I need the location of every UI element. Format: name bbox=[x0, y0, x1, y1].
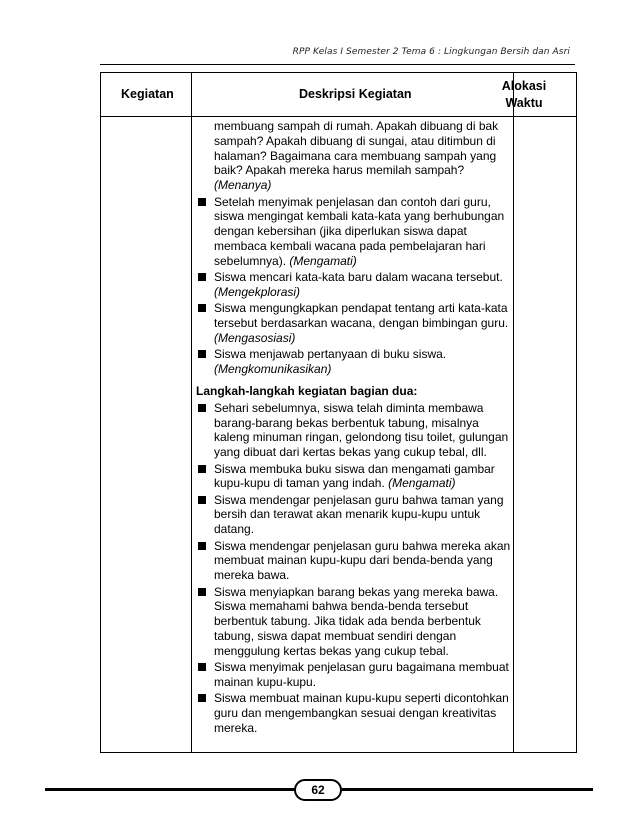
list-item bbox=[196, 691, 512, 735]
list-item bbox=[196, 462, 512, 492]
continuation-paragraph bbox=[196, 119, 512, 193]
part1-list bbox=[196, 195, 512, 377]
list-item-text: Siswa membuat mainan kupu-kupu seperti dicontohkan guru dan mengembangkan sesuai dengan kreativitas mereka. bbox=[214, 691, 509, 736]
square-bullet-icon bbox=[198, 404, 206, 412]
activity-tag: (Mengkomunikasikan) bbox=[214, 362, 332, 377]
column-header-alokasi bbox=[489, 78, 559, 112]
list-item-text: Siswa mendengar penjelasan guru bahwa taman yang bersih dan terawat akan menarik kupu-kupu untuk datang. bbox=[214, 492, 504, 537]
activity-tag: (Mengekplorasi) bbox=[214, 284, 301, 299]
column-divider bbox=[191, 72, 192, 753]
list-item-text: Siswa mengungkapkan pendapat tentang arti kata-kata tersebut berdasarkan wacana, dengan bimbingan guru. bbox=[214, 301, 509, 331]
list-item bbox=[196, 585, 512, 659]
alokasi-line-2: Waktu bbox=[505, 96, 543, 110]
column-header-kegiatan: Kegiatan bbox=[121, 87, 174, 101]
table-header bbox=[100, 72, 577, 117]
page-number: 62 bbox=[311, 783, 325, 797]
description-cell bbox=[196, 119, 512, 737]
activity-tag: (Mengamati) bbox=[289, 253, 357, 268]
list-item-text: Setelah menyimak penjelasan dan contoh dari guru, siswa mengingat kembali kata-kata yang berhubungan dengan kebersihan (jika diperlukan siswa dapat membaca kembali wacana pada pembelajaran hari sebelumnya). bbox=[214, 194, 505, 268]
activity-tag: (Mengasosiasi) bbox=[214, 330, 296, 345]
list-item bbox=[196, 401, 512, 460]
alokasi-line-1: Alokasi bbox=[501, 79, 547, 93]
list-item bbox=[196, 539, 512, 583]
section-title: Langkah-langkah kegiatan bagian dua: bbox=[196, 383, 418, 398]
list-item bbox=[196, 301, 512, 345]
list-item bbox=[196, 347, 512, 377]
activity-tag: (Mengamati) bbox=[388, 476, 456, 491]
part2-list bbox=[196, 401, 512, 736]
list-item bbox=[196, 195, 512, 269]
square-bullet-icon bbox=[198, 694, 206, 702]
column-header-deskripsi: Deskripsi Kegiatan bbox=[299, 87, 412, 101]
list-item-text: Siswa menyimak penjelasan guru bagaimana membuat mainan kupu-kupu. bbox=[214, 660, 509, 690]
page-number-badge bbox=[294, 779, 342, 801]
list-item-text: Siswa mencari kata-kata baru dalam wacana tersebut. bbox=[214, 270, 503, 285]
square-bullet-icon bbox=[198, 663, 206, 671]
square-bullet-icon bbox=[198, 198, 206, 206]
list-item bbox=[196, 660, 512, 690]
footer-rule-right bbox=[342, 788, 593, 791]
square-bullet-icon bbox=[198, 588, 206, 596]
square-bullet-icon bbox=[198, 465, 206, 473]
list-item-text: Siswa membuka buku siswa dan mengamati gambar kupu-kupu di taman yang indah. bbox=[214, 461, 495, 491]
footer-rule-left bbox=[45, 788, 295, 791]
list-item-text: Sehari sebelumnya, siswa telah diminta membawa barang-barang bekas berbentuk tabung, misalnya kaleng minuman ringan, gelondong tisu toilet, gulungan yang dibuat dari kertas bekas yang cukup tebal, dll. bbox=[214, 400, 509, 460]
square-bullet-icon bbox=[198, 273, 206, 281]
list-item bbox=[196, 493, 512, 537]
list-item-text: Siswa mendengar penjelasan guru bahwa mereka akan membuat mainan kupu-kupu dari benda-benda yang mereka bawa. bbox=[214, 538, 511, 583]
paragraph-text: membuang sampah di rumah. Apakah dibuang di bak sampah? Apakah dibuang di sungai, atau ditimbun di halaman? Bagaimana cara membuang sampah yang baik? Apakah mereka harus memilah sampah? bbox=[214, 119, 499, 178]
square-bullet-icon bbox=[198, 304, 206, 312]
square-bullet-icon bbox=[198, 350, 206, 358]
square-bullet-icon bbox=[198, 542, 206, 550]
list-item-text: Siswa menjawab pertanyaan di buku siswa. bbox=[214, 347, 447, 362]
header-rule bbox=[100, 64, 575, 65]
list-item-text: Siswa menyiapkan barang bekas yang mereka bawa. Siswa memahami bahwa benda-benda tersebut berbentuk tabung. Jika tidak ada benda berbentuk tabung, siswa dapat membuat sendiri dengan menggulung kertas bekas yang cukup tebal. bbox=[214, 584, 499, 658]
list-item bbox=[196, 270, 512, 300]
square-bullet-icon bbox=[198, 496, 206, 504]
column-divider bbox=[513, 72, 514, 753]
running-header: RPP Kelas I Semester 2 Tema 6 : Lingkungan Bersih dan Asri bbox=[292, 47, 570, 57]
activity-tag: (Menanya) bbox=[214, 178, 272, 193]
